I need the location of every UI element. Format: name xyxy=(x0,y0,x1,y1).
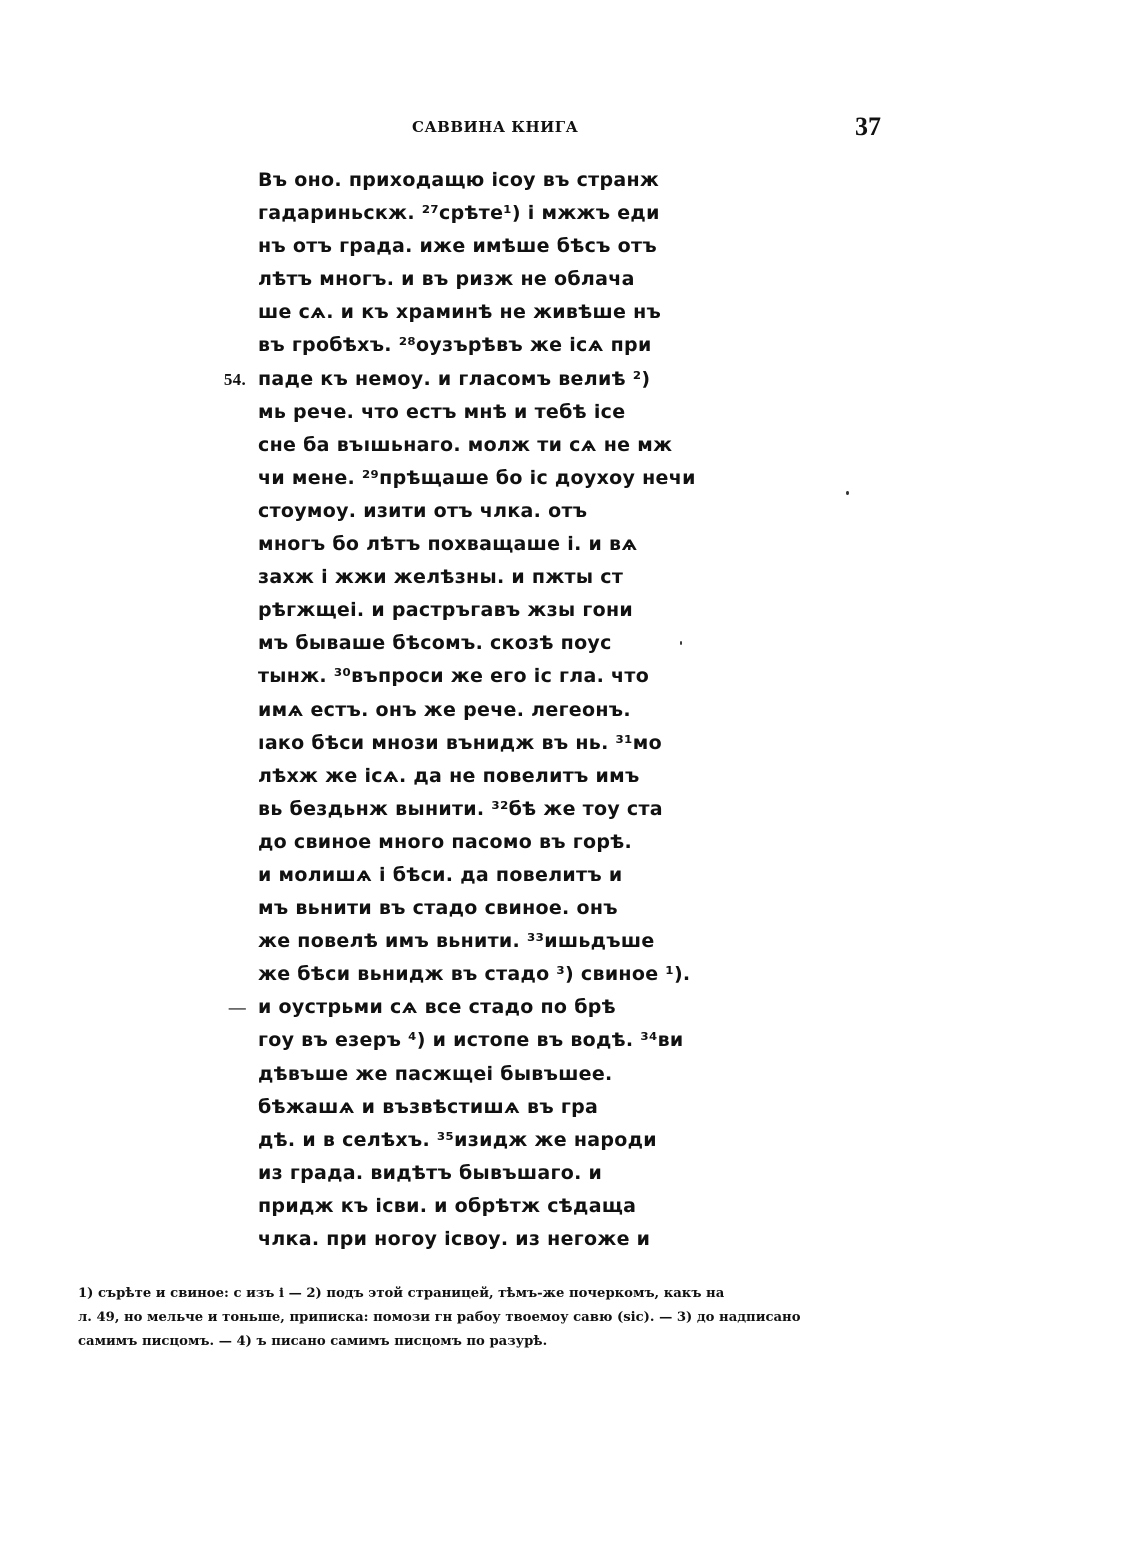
line-text: же повелѣ имъ вьнити. ³³ишьдъше xyxy=(258,930,655,953)
scan-speck xyxy=(846,491,849,495)
line-text: Въ оно. приходащю ісоу въ странж xyxy=(258,169,660,191)
line-text: и молишѧ і бѣси. да повелитъ и xyxy=(258,863,623,886)
line-text: гоу въ езеръ ⁴) и истопе въ водѣ. ³⁴ви xyxy=(258,1029,684,1052)
line-text: лѣтъ многъ. и въ ризж не облача xyxy=(258,268,635,291)
line-text: тынж. ³⁰въпроси же его іс гла. что xyxy=(258,665,650,688)
line-text: паде къ немоу. и гласомъ велиѣ ²) xyxy=(258,367,651,390)
text-line xyxy=(258,958,698,991)
line-text: дѣвъше же пасжщеі бывъшее. xyxy=(258,1062,613,1085)
text-line xyxy=(258,1157,698,1190)
text-line xyxy=(258,793,698,826)
running-title: САВВИНА КНИГА xyxy=(412,118,579,136)
page-number: 37 xyxy=(855,112,881,141)
footnote-line: самимъ писцомъ. — 4) ъ писано самимъ писцомъ по разурѣ. xyxy=(78,1334,548,1349)
text-line xyxy=(258,263,698,296)
text-line xyxy=(258,594,698,627)
line-text: дѣ. и в селѣхъ. ³⁵изидж же народи xyxy=(258,1128,657,1151)
scan-speck xyxy=(680,641,682,645)
line-text: ше сѧ. и къ храминѣ не живѣше нъ xyxy=(258,301,662,324)
text-line xyxy=(258,1223,698,1256)
text-line xyxy=(223,363,698,396)
text-line xyxy=(258,694,698,727)
text-line xyxy=(258,660,698,693)
text-line xyxy=(258,1091,698,1124)
text-line xyxy=(258,1058,698,1091)
text-line xyxy=(258,892,698,925)
line-text: стоумоу. изити отъ члка. отъ xyxy=(258,499,588,522)
text-line xyxy=(258,396,698,429)
line-text: бѣжашѧ и възвѣстишѧ въ гра xyxy=(258,1095,599,1118)
manuscript-text xyxy=(223,164,698,1256)
line-text: въ гробѣхъ. ²⁸оузърѣвъ же ісѧ при xyxy=(258,334,652,357)
text-line xyxy=(258,925,698,958)
line-text: нъ отъ града. иже имѣше бѣсъ отъ xyxy=(258,235,657,258)
text-line xyxy=(258,528,698,561)
line-text: мь рече. что естъ мнѣ и тебѣ ісе xyxy=(258,400,626,423)
text-line xyxy=(258,727,698,760)
text-line xyxy=(258,429,698,462)
footnote-line: л. 49, но мельче и тоньше, приписка: помози гн рабоу твоемоу савю (sic). — 3) до надписано xyxy=(78,1310,801,1325)
line-text: мъ бываше бѣсомъ. скозѣ поус xyxy=(258,632,612,655)
text-line xyxy=(258,197,698,230)
line-text: и оустрьми сѧ все стадо по брѣ xyxy=(258,996,616,1019)
margin-mark: — xyxy=(228,998,246,1018)
text-line xyxy=(258,1124,698,1157)
text-line xyxy=(258,495,698,528)
text-line xyxy=(258,462,698,495)
text-line xyxy=(258,296,698,329)
line-text: сне ба въıшьнаго. молж ти сѧ не мж xyxy=(258,433,673,456)
line-text: члка. при ногоу ісвоу. из негоже и xyxy=(258,1228,651,1250)
text-line xyxy=(258,329,698,362)
line-text: многъ бо лѣтъ похващаше і. и вѧ xyxy=(258,533,638,556)
line-text: захж і жжи желѣзны. и пжты ст xyxy=(258,566,624,589)
line-text: придж къ ісви. и обрѣтж сѣдаща xyxy=(258,1194,637,1217)
text-line xyxy=(258,826,698,859)
line-text: же бѣси вьнидж въ стадо ³) свиное ¹). xyxy=(258,963,691,986)
margin-mark: 54. xyxy=(223,369,246,389)
text-line xyxy=(258,164,698,197)
line-text: ıако бѣси мнози вънидж въ нь. ³¹мо xyxy=(258,731,662,754)
text-line xyxy=(258,859,698,892)
line-text: имѧ естъ. онъ же рече. легеонъ. xyxy=(258,698,631,721)
text-line xyxy=(258,561,698,594)
line-text: рѣгжщеі. и растръгавъ жзы гони xyxy=(258,599,633,622)
line-text: до свиное много пасомо въ горѣ. xyxy=(258,830,633,853)
line-text: мъ вьнити въ стадо свиное. онъ xyxy=(258,897,618,920)
text-line xyxy=(258,230,698,263)
line-text: из града. видѣтъ бывъшаго. и xyxy=(258,1161,603,1184)
text-line xyxy=(258,760,698,793)
line-text: чи мене. ²⁹прѣщаше бо іс доухоу нечи xyxy=(258,466,696,489)
footnote-line: 1) сърѣте и свиное: с изъ і — 2) подъ этой страницей, тѣмъ-же почеркомъ, какъ на xyxy=(78,1286,725,1301)
text-line xyxy=(228,991,698,1024)
line-text: вь бездьнж вынити. ³²бѣ же тоу ста xyxy=(258,797,663,820)
text-line xyxy=(258,1024,698,1057)
text-line xyxy=(258,1190,698,1223)
footnotes xyxy=(78,1282,888,1354)
text-line xyxy=(258,627,698,660)
line-text: лѣхж же ісѧ. да не повелитъ имъ xyxy=(258,764,640,787)
line-text: гадариньскж. ²⁷срѣте¹) і мжжъ еди xyxy=(258,202,660,225)
